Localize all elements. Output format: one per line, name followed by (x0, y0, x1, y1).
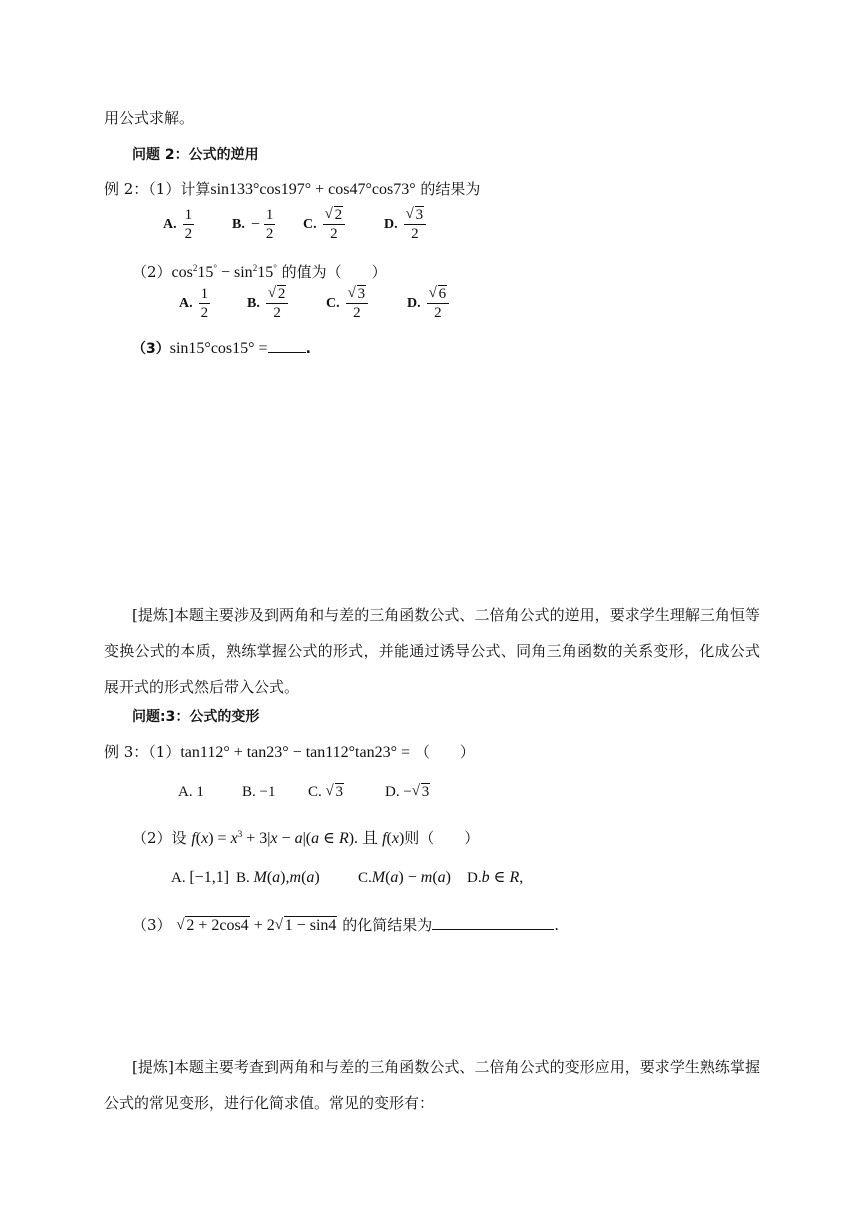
fraction: $\frac{1}{2}$ (184, 207, 193, 242)
option-label: D. (467, 870, 482, 886)
ex3-1-paren: （ ） (414, 743, 475, 761)
ex3-3-suffix: 的化简结果为 (342, 916, 433, 934)
option-label: A. (163, 216, 177, 232)
ex3-1-option-d[interactable] (385, 781, 430, 803)
ex2-2-suffix: 的值为（ ） (281, 263, 387, 281)
ex3-2-option-b[interactable]: B. M(a),m(a) (236, 869, 320, 886)
ex2-3-prefix: （3） (132, 341, 170, 357)
fraction: √ $\frac{6}{2}$ (427, 285, 450, 322)
ex3-2-option-d[interactable]: D.b ∈ R, (467, 869, 524, 886)
option-label: C. (303, 216, 317, 232)
ex2-2-prefix: （2） (132, 263, 172, 281)
ex2-1-option-a[interactable] (163, 206, 198, 243)
ex2-1-suffix: 的结果为 (420, 180, 481, 198)
ex2-2-option-d[interactable] (407, 285, 453, 322)
ex2-1-option-c[interactable] (303, 206, 349, 243)
option-label: D. (407, 295, 421, 311)
ex3-3-stem: （3） √ 2 + 2cos4 + 2√ 1 − sin4 的化简结果为 . (132, 914, 559, 937)
sqrt: √ 3 (326, 781, 345, 803)
ex2-2-stem (132, 257, 387, 284)
fraction: √ $\frac{3}{2}$ (346, 285, 369, 322)
ex2-1-option-d[interactable] (384, 206, 430, 243)
q2-title: 问题 2：公式的逆用 (132, 147, 259, 163)
option-label: A. (171, 870, 186, 886)
ex2-3-stem (132, 337, 311, 360)
ex3-3-expr: √ 2 + 2cos4 + 2√ 1 − sin4 (176, 917, 337, 934)
ex2-1-option-b[interactable] (232, 206, 279, 243)
summary-paragraph-1: [提炼]本题主要涉及到两角和与差的三角函数公式、二倍角公式的逆用，要求学生理解三角恒等变换公式的本质，熟练掌握公式的形式，并能通过诱导公式、同角三角函数的关系变形，化成公式展开式的形式然后带入公式。 (104, 606, 760, 696)
ex3-2-option-c[interactable]: C.M(a) − m(a) (358, 869, 451, 886)
summary-paragraph-2: [提炼]本题主要考查到两角和与差的三角函数公式、二倍角公式的变形应用，要求学生熟练掌握公式的常见变形，进行化简求值。常见的变形有： (104, 1058, 760, 1112)
ex2-1-expr: sin133°cos197° + cos47°cos73° (210, 181, 416, 198)
option-label: B. (247, 295, 260, 311)
ex2-2-expr: $\cos^215^\circ - \sin^215^\circ$ (171, 263, 277, 281)
ex3-2-suffix: 则（ ） (404, 829, 480, 847)
ex3-2-prefix: （2）设 (132, 829, 187, 847)
ex3-1-option-c[interactable] (308, 781, 344, 803)
fraction: √ $\frac{2}{2}$ (266, 285, 289, 322)
fraction: √ $\frac{2}{2}$ (323, 206, 346, 243)
ex3-2-option-a[interactable]: A. [−1,1] (171, 869, 230, 886)
sqrt: √ 3 (412, 781, 431, 803)
minus-sign: − (250, 215, 260, 233)
ex2-2-option-a[interactable] (179, 285, 214, 322)
ex2-3-expr: sin15°cos15° = (169, 340, 268, 357)
ex3-2-stem (132, 823, 479, 850)
ex3-1-prefix: 例 3：（1） (104, 743, 181, 761)
option-label: D. (384, 216, 398, 232)
ex2-1-stem (104, 178, 480, 201)
option-label: B. (232, 216, 245, 232)
ex2-2-option-b[interactable] (247, 285, 292, 322)
answer-blank[interactable] (432, 929, 554, 930)
option-label: D. − (385, 784, 412, 800)
ex3-1-option-b[interactable]: B. −1 (242, 784, 276, 800)
intro-text: 用公式求解。 (104, 109, 195, 127)
option-label: C. (358, 870, 372, 886)
ex2-2-option-c[interactable] (326, 285, 372, 322)
option-label: C. (308, 784, 322, 800)
ex3-3-prefix: （3） (132, 916, 172, 934)
ex3-1-stem (104, 741, 475, 764)
option-label: A. (179, 295, 193, 311)
option-label: B. (236, 870, 250, 886)
fraction: $\frac{1}{2}$ (265, 207, 274, 242)
q3-title: 问题:3：公式的变形 (132, 709, 260, 725)
ex3-1-expr: tan112° + tan23° − tan112°tan23° = (180, 744, 411, 761)
option-label: C. (326, 295, 340, 311)
period: . (305, 341, 311, 357)
fraction: $\frac{1}{2}$ (200, 286, 209, 321)
fraction: √ $\frac{3}{2}$ (404, 206, 427, 243)
ex2-1-prefix: 例 2：（1）计算 (104, 180, 211, 198)
ex3-2-expr: $f(x) = x^3 + 3|x - a|(a$ ∈ R). 且 f(x) (191, 829, 405, 847)
answer-blank[interactable] (268, 352, 306, 353)
ex3-1-option-a[interactable]: A. 1 (178, 784, 204, 800)
